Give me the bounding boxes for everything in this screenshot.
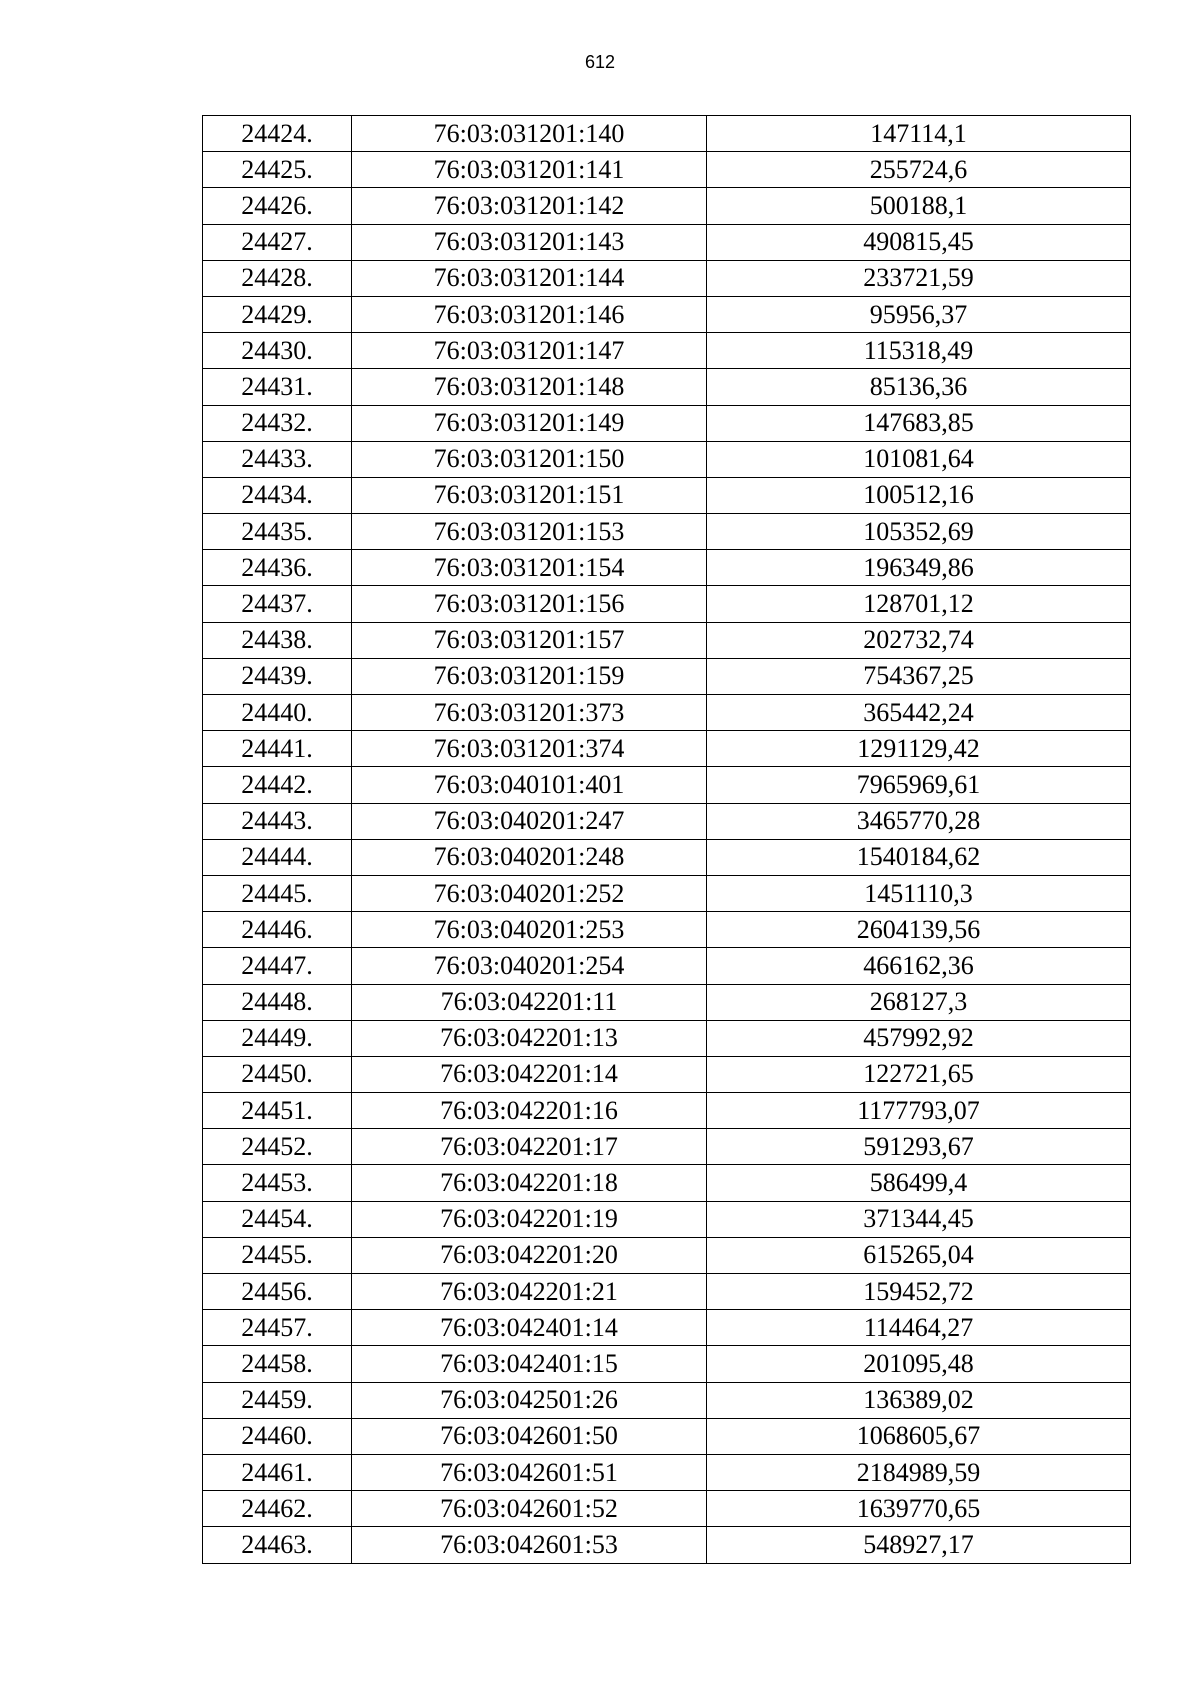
cadastral-value-cell: 1291129,42 [707,731,1131,767]
table-row [203,514,1131,550]
cadastral-value-cell: 7965969,61 [707,767,1131,803]
cadastral-number-cell: 76:03:031201:148 [352,369,707,405]
cadastral-number-cell: 76:03:031201:141 [352,152,707,188]
cadastral-number-cell: 76:03:031201:144 [352,260,707,296]
table-row [203,550,1131,586]
cadastral-number-cell: 76:03:042601:53 [352,1527,707,1563]
table-row [203,912,1131,948]
table-row [203,731,1131,767]
cadastral-value-cell: 371344,45 [707,1201,1131,1237]
table-row [203,477,1131,513]
cadastral-number-cell: 76:03:042601:50 [352,1418,707,1454]
cadastral-number-cell: 76:03:042201:18 [352,1165,707,1201]
table-row [203,296,1131,332]
row-number-cell: 24436. [203,550,352,586]
row-number-cell: 24434. [203,477,352,513]
cadastral-value-cell: 122721,65 [707,1056,1131,1092]
cadastral-number-cell: 76:03:042601:52 [352,1491,707,1527]
cadastral-value-cell: 159452,72 [707,1274,1131,1310]
cadastral-value-cell: 147114,1 [707,116,1131,152]
row-number-cell: 24433. [203,441,352,477]
cadastral-number-cell: 76:03:040101:401 [352,767,707,803]
table-row [203,767,1131,803]
table-row [203,1237,1131,1273]
row-number-cell: 24439. [203,658,352,694]
row-number-cell: 24460. [203,1418,352,1454]
row-number-cell: 24458. [203,1346,352,1382]
cadastral-value-cell: 3465770,28 [707,803,1131,839]
cadastral-number-cell: 76:03:042201:16 [352,1093,707,1129]
row-number-cell: 24449. [203,1020,352,1056]
table-row [203,1527,1131,1563]
row-number-cell: 24438. [203,622,352,658]
table-row [203,1020,1131,1056]
row-number-cell: 24431. [203,369,352,405]
row-number-cell: 24447. [203,948,352,984]
row-number-cell: 24450. [203,1056,352,1092]
cadastral-value-cell: 1639770,65 [707,1491,1131,1527]
cadastral-value-cell: 1068605,67 [707,1418,1131,1454]
table-row [203,1418,1131,1454]
table-row [203,369,1131,405]
row-number-cell: 24435. [203,514,352,550]
row-number-cell: 24444. [203,839,352,875]
table-row [203,260,1131,296]
cadastral-number-cell: 76:03:031201:153 [352,514,707,550]
cadastral-number-cell: 76:03:031201:142 [352,188,707,224]
row-number-cell: 24445. [203,875,352,911]
cadastral-number-cell: 76:03:042601:51 [352,1454,707,1490]
row-number-cell: 24441. [203,731,352,767]
cadastral-value-cell: 201095,48 [707,1346,1131,1382]
cadastral-value-cell: 457992,92 [707,1020,1131,1056]
row-number-cell: 24462. [203,1491,352,1527]
table-row [203,1346,1131,1382]
cadastral-value-cell: 1451110,3 [707,875,1131,911]
table-row [203,1310,1131,1346]
table-row [203,188,1131,224]
cadastral-value-cell: 500188,1 [707,188,1131,224]
cadastral-value-cell: 85136,36 [707,369,1131,405]
row-number-cell: 24451. [203,1093,352,1129]
cadastral-number-cell: 76:03:031201:146 [352,296,707,332]
table-row [203,948,1131,984]
row-number-cell: 24440. [203,695,352,731]
row-number-cell: 24454. [203,1201,352,1237]
row-number-cell: 24429. [203,296,352,332]
table-row [203,116,1131,152]
cadastral-number-cell: 76:03:040201:254 [352,948,707,984]
cadastral-number-cell: 76:03:031201:373 [352,695,707,731]
row-number-cell: 24437. [203,586,352,622]
row-number-cell: 24455. [203,1237,352,1273]
table-row [203,875,1131,911]
cadastral-value-cell: 255724,6 [707,152,1131,188]
cadastral-number-cell: 76:03:042201:17 [352,1129,707,1165]
cadastral-value-cell: 101081,64 [707,441,1131,477]
cadastral-value-cell: 2604139,56 [707,912,1131,948]
cadastral-value-cell: 147683,85 [707,405,1131,441]
cadastral-number-cell: 76:03:031201:159 [352,658,707,694]
cadastral-value-cell: 548927,17 [707,1527,1131,1563]
cadastral-value-cell: 233721,59 [707,260,1131,296]
row-number-cell: 24430. [203,333,352,369]
cadastral-number-cell: 76:03:042501:26 [352,1382,707,1418]
cadastral-value-cell: 115318,49 [707,333,1131,369]
cadastral-number-cell: 76:03:040201:248 [352,839,707,875]
cadastral-number-cell: 76:03:031201:151 [352,477,707,513]
table-row [203,839,1131,875]
cadastral-number-cell: 76:03:031201:157 [352,622,707,658]
row-number-cell: 24427. [203,224,352,260]
cadastral-number-cell: 76:03:031201:374 [352,731,707,767]
table-row [203,405,1131,441]
cadastral-number-cell: 76:03:040201:252 [352,875,707,911]
table-row [203,622,1131,658]
table-row [203,1382,1131,1418]
cadastral-value-cell: 490815,45 [707,224,1131,260]
row-number-cell: 24432. [203,405,352,441]
table-row [203,695,1131,731]
cadastral-value-cell: 615265,04 [707,1237,1131,1273]
row-number-cell: 24463. [203,1527,352,1563]
cadastral-value-cell: 268127,3 [707,984,1131,1020]
cadastral-value-cell: 95956,37 [707,296,1131,332]
table-row [203,1129,1131,1165]
table-row [203,1201,1131,1237]
table-row [203,586,1131,622]
table-row [203,1454,1131,1490]
table-row [203,441,1131,477]
cadastral-value-cell: 136389,02 [707,1382,1131,1418]
cadastral-number-cell: 76:03:042201:14 [352,1056,707,1092]
table-row [203,1165,1131,1201]
cadastral-number-cell: 76:03:042201:21 [352,1274,707,1310]
cadastral-value-cell: 128701,12 [707,586,1131,622]
cadastral-value-cell: 591293,67 [707,1129,1131,1165]
cadastral-number-cell: 76:03:042201:13 [352,1020,707,1056]
row-number-cell: 24453. [203,1165,352,1201]
table-row [203,1056,1131,1092]
row-number-cell: 24426. [203,188,352,224]
cadastral-number-cell: 76:03:042401:14 [352,1310,707,1346]
cadastral-number-cell: 76:03:042201:20 [352,1237,707,1273]
cadastral-value-cell: 586499,4 [707,1165,1131,1201]
cadastral-number-cell: 76:03:031201:150 [352,441,707,477]
cadastral-number-cell: 76:03:042401:15 [352,1346,707,1382]
cadastral-value-cell: 196349,86 [707,550,1131,586]
table-row [203,224,1131,260]
cadastral-number-cell: 76:03:040201:247 [352,803,707,839]
table-row [203,1491,1131,1527]
row-number-cell: 24456. [203,1274,352,1310]
row-number-cell: 24442. [203,767,352,803]
row-number-cell: 24461. [203,1454,352,1490]
row-number-cell: 24448. [203,984,352,1020]
cadastral-value-cell: 1540184,62 [707,839,1131,875]
table-row [203,1093,1131,1129]
cadastral-number-cell: 76:03:031201:143 [352,224,707,260]
row-number-cell: 24428. [203,260,352,296]
row-number-cell: 24443. [203,803,352,839]
table-row [203,1274,1131,1310]
cadastral-value-cell: 100512,16 [707,477,1131,513]
row-number-cell: 24457. [203,1310,352,1346]
cadastral-value-cell: 202732,74 [707,622,1131,658]
row-number-cell: 24459. [203,1382,352,1418]
table-row [203,333,1131,369]
cadastral-value-cell: 2184989,59 [707,1454,1131,1490]
cadastral-value-cell: 466162,36 [707,948,1131,984]
row-number-cell: 24452. [203,1129,352,1165]
row-number-cell: 24446. [203,912,352,948]
cadastral-number-cell: 76:03:031201:140 [352,116,707,152]
row-number-cell: 24424. [203,116,352,152]
cadastral-number-cell: 76:03:031201:154 [352,550,707,586]
cadastral-value-cell: 114464,27 [707,1310,1131,1346]
table-row [203,152,1131,188]
cadastral-number-cell: 76:03:031201:156 [352,586,707,622]
cadastral-value-cell: 754367,25 [707,658,1131,694]
table-row [203,984,1131,1020]
table-row [203,658,1131,694]
cadastral-value-cell: 105352,69 [707,514,1131,550]
cadastral-number-cell: 76:03:042201:11 [352,984,707,1020]
table-body [203,116,1131,1564]
cadastral-value-cell: 1177793,07 [707,1093,1131,1129]
cadastral-value-table [202,115,1131,1564]
table-row [203,803,1131,839]
page-number: 612 [584,52,616,72]
cadastral-number-cell: 76:03:031201:149 [352,405,707,441]
cadastral-number-cell: 76:03:031201:147 [352,333,707,369]
cadastral-number-cell: 76:03:040201:253 [352,912,707,948]
row-number-cell: 24425. [203,152,352,188]
cadastral-number-cell: 76:03:042201:19 [352,1201,707,1237]
cadastral-value-cell: 365442,24 [707,695,1131,731]
